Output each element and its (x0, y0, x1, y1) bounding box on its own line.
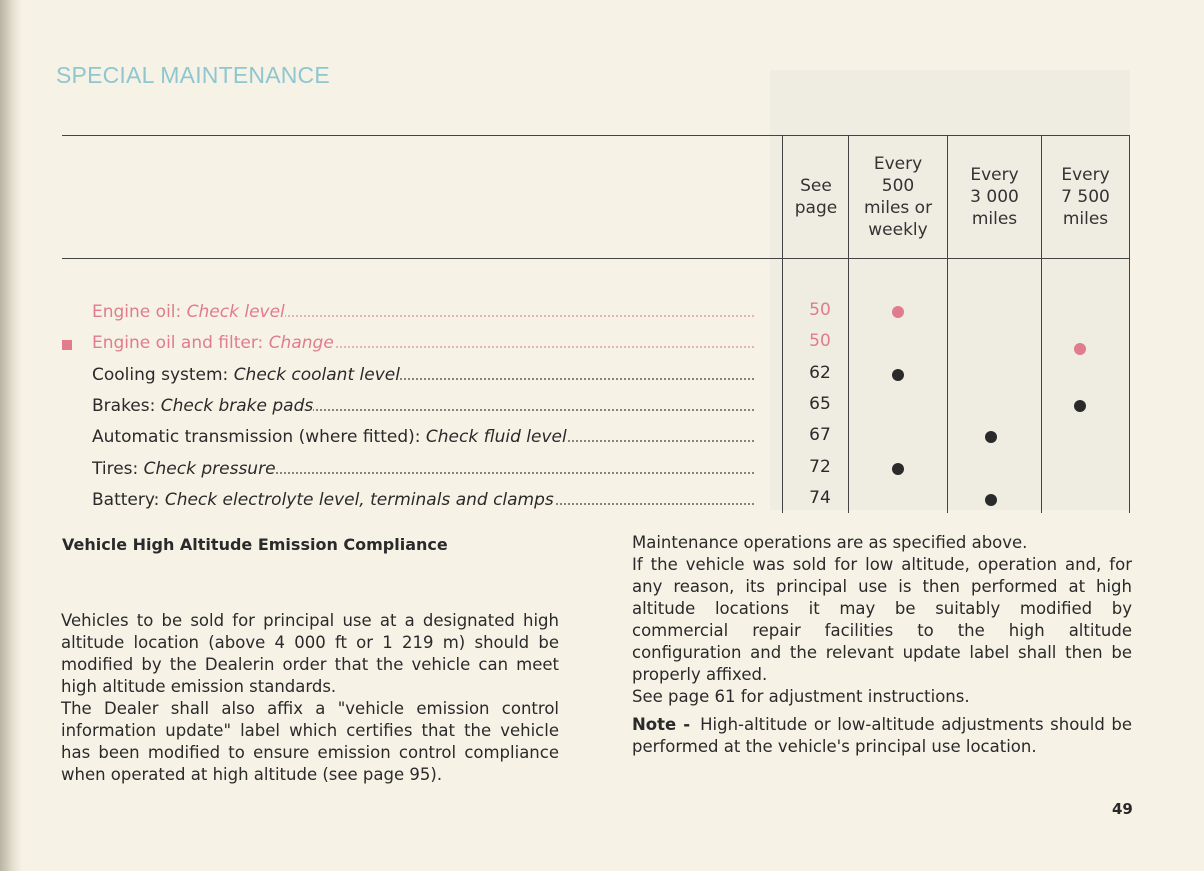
row-see-page: 74 (809, 487, 831, 508)
see_page-line: See (800, 176, 832, 196)
table-header-rule (62, 258, 1130, 259)
row-see-page: 65 (809, 393, 831, 414)
row-action: Change (268, 333, 334, 354)
table-row (92, 300, 754, 324)
row-component: Engine oil and filter: (92, 333, 269, 354)
book-gutter-shadow (0, 0, 22, 871)
row-action: Check fluid level (425, 427, 567, 448)
row-component: Battery: (92, 489, 165, 510)
table-top-rule (62, 135, 1130, 136)
interval_2-line: 3 000 (970, 187, 1019, 207)
row-component: Cooling system: (92, 364, 234, 385)
note-paragraph (632, 714, 1132, 758)
section-heading: Vehicle High Altitude Emission Compliance (62, 535, 448, 554)
header-every-500-miles (849, 153, 947, 241)
right-paragraph-3: See page 61 for adjustment instructions. (632, 687, 970, 706)
table-row (92, 425, 754, 449)
row-component: Automatic transmission (where fitted): (92, 427, 426, 448)
note-label: Note - (632, 715, 691, 734)
row-action: Check pressure (143, 458, 276, 479)
left-paragraph-2: The Dealer shall also affix a "vehicle emission control information update" label which certifies that the vehicle has been modified to ensure emission control compliance when operated at high altitude (see page 95). (61, 699, 559, 784)
row-see-page: 72 (809, 456, 831, 477)
interval_2-line: miles (971, 209, 1018, 229)
row-see-page: 50 (809, 300, 831, 320)
table-row (92, 394, 754, 418)
interval_1-line: weekly (868, 220, 928, 240)
right-paragraph-1: Maintenance operations are as specified above. (632, 533, 1028, 552)
row-component: Tires: (92, 458, 144, 479)
left-paragraph-1: Vehicles to be sold for principal use at a designated high altitude location (above 4 000 ft or 1 219 m) should be modified by the Dealerin order that the vehicle can meet high altitude emission standards. (61, 611, 559, 696)
row-action: Check brake pads (160, 395, 314, 416)
header-every-7500-miles (1042, 164, 1129, 230)
interval-dot-icon (892, 369, 904, 381)
table-row (92, 363, 754, 387)
right-column-text (632, 532, 1132, 758)
interval_1-line: miles or (863, 198, 933, 218)
interval-dot-icon (1074, 400, 1086, 412)
interval_2-line: Every (970, 165, 1019, 185)
row-see-page: 50 (809, 331, 831, 352)
row-see-page: 62 (809, 362, 831, 383)
table-row (92, 457, 754, 481)
header-see-page (784, 175, 848, 219)
table-row (92, 488, 754, 512)
row-action: Check electrolyte level, terminals and clamps (164, 489, 554, 510)
interval-dot-icon (985, 494, 997, 506)
interval-dot-icon (892, 306, 904, 318)
row-action: Check coolant level (233, 364, 400, 385)
column-divider-1 (782, 135, 783, 513)
interval-dot-icon (892, 463, 904, 475)
interval_1-line: Every (873, 154, 923, 174)
page-title: SPECIAL MAINTENANCE (56, 62, 330, 88)
interval_3-line: miles (1062, 209, 1109, 229)
interval_3-line: 7 500 (1061, 187, 1110, 207)
row-action: Check level (186, 302, 285, 322)
interval_3-line: Every (1061, 165, 1110, 185)
row-see-page: 67 (809, 425, 831, 446)
right-paragraph-2: If the vehicle was sold for low altitude, operation and, for any reason, its principal use is then performed at high altitude locations it may be suitably modified by commercial repair facilities to the high altitude configuration and the relevant update label shall then be properly affixed. (632, 555, 1132, 684)
table-row (92, 331, 754, 355)
row-component: Engine oil: (92, 302, 187, 322)
interval_1-line: 500 (881, 176, 915, 196)
header-every-3000-miles (948, 164, 1041, 230)
row-component: Brakes: (92, 395, 161, 416)
square-bullet-icon (62, 340, 72, 350)
note-text: High-altitude or low-altitude adjustments should be performed at the vehicle's principal use location. (632, 715, 1132, 756)
column-divider-5 (1129, 135, 1130, 513)
page-number: 49 (1112, 800, 1133, 818)
left-column-text (61, 610, 559, 786)
see_page-line: page (794, 198, 838, 218)
